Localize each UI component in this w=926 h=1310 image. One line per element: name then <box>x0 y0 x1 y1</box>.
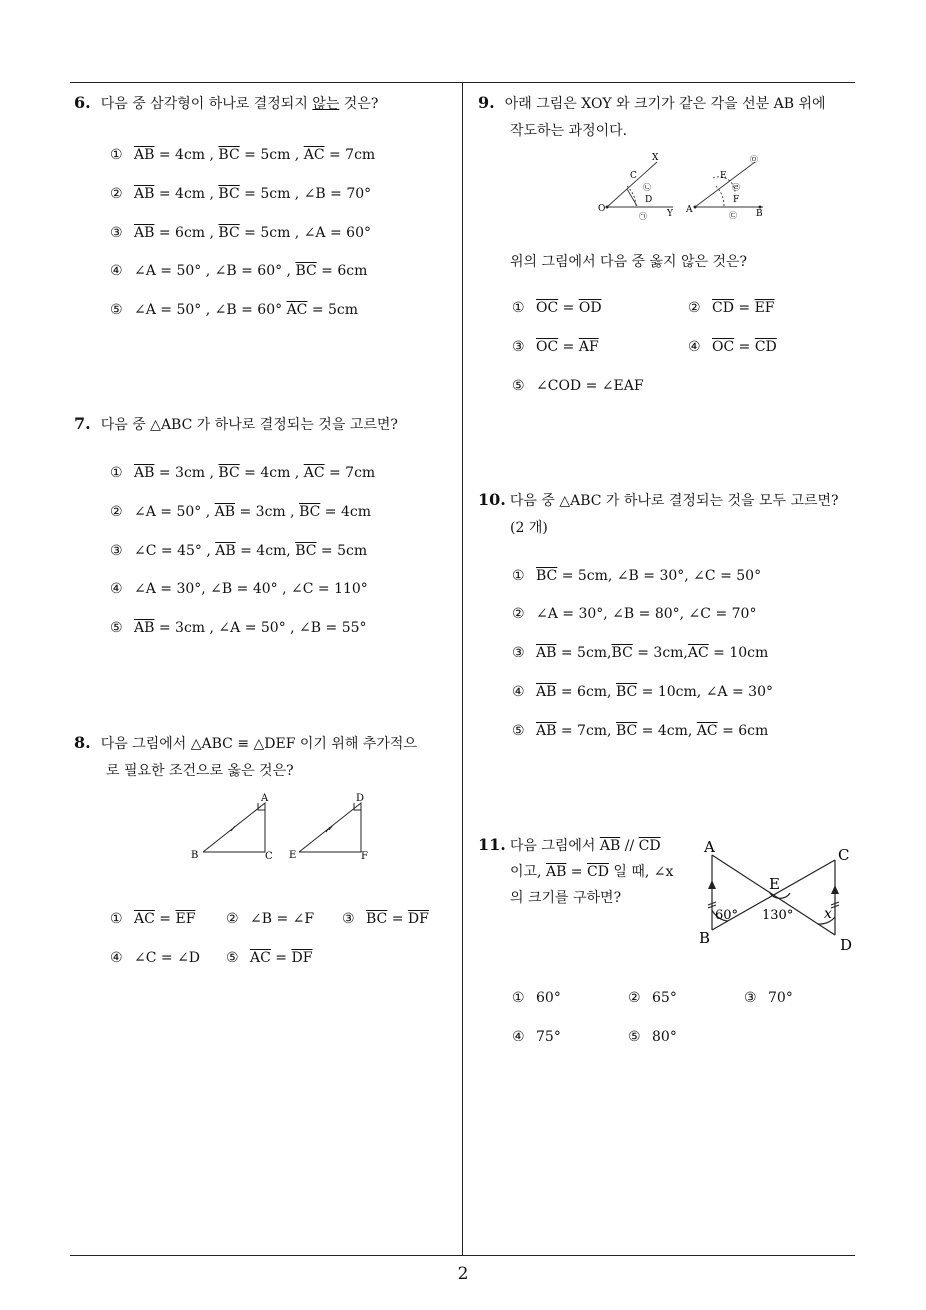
math-text: 80° <box>652 1029 677 1045</box>
q9-number: 9. <box>478 93 495 112</box>
q8-triangles-figure <box>185 790 385 865</box>
segment-label: $\overline{AB}$ <box>214 504 236 520</box>
math-text: = 6cm <box>316 263 368 279</box>
q6-option-1[interactable] <box>110 147 375 163</box>
segment-label: $\overline{AB}$ <box>134 147 155 163</box>
label-b: B <box>699 929 711 947</box>
math-text: ∠C = ∠D <box>134 950 201 966</box>
q6-option-5[interactable] <box>110 302 358 318</box>
math-text: = 5cm, <box>556 645 612 661</box>
q11-stem-line2 <box>510 861 673 881</box>
q7-number: 7. <box>74 414 91 433</box>
math-text: ∠A = 30°, ∠B = 40° , ∠C = 110° <box>134 581 368 597</box>
q10-option-4[interactable] <box>512 684 773 700</box>
q11-stem-line3: 의 크기를 구하면? <box>510 890 622 906</box>
q6-stem: 6. 다음 중 삼각형이 하나로 결정되지 않는 것은? <box>74 93 379 112</box>
segment-label: $\overline{AB}$ <box>134 465 155 481</box>
label-e: E <box>769 875 780 893</box>
q7-option-1[interactable] <box>110 465 375 481</box>
math-text: = <box>566 864 587 880</box>
q9-stem-line2: 작도하는 과정이다. <box>510 123 628 139</box>
math-text: = 7cm <box>324 465 376 481</box>
option-marker: ① <box>110 911 123 927</box>
math-text: ∠A = 30°, ∠B = 80°, ∠C = 70° <box>536 606 757 622</box>
label-a: A <box>686 205 693 215</box>
q7-stem: 7. 다음 중 △ABC 가 하나로 결정되는 것을 고르면? <box>74 414 398 433</box>
math-text: = 5cm , ∠A = 60° <box>239 225 371 241</box>
bowtie-lines <box>712 855 835 935</box>
math-text: = 6cm, <box>556 684 616 700</box>
math-text: = <box>558 339 579 355</box>
math-text: ∠A = 50° , ∠B = 60° <box>134 302 287 318</box>
angle-x-label: x <box>824 906 832 922</box>
segment-label: $\overline{BC}$ <box>611 645 633 661</box>
q11-number: 11. <box>478 835 506 854</box>
option-marker: ③ <box>110 225 123 241</box>
math-text: = <box>558 300 579 316</box>
q11-bowtie-figure <box>695 835 865 957</box>
segment-label: $\overline{CD}$ <box>712 300 734 316</box>
q11-option-4[interactable] <box>512 1029 561 1045</box>
math-text: = 7cm, <box>556 723 616 739</box>
segment-label: $\overline{AB}$ <box>599 838 621 854</box>
q11-option-3[interactable] <box>744 990 793 1006</box>
math-text: = 6cm <box>717 723 769 739</box>
segment-label: $\overline{DF}$ <box>291 950 313 966</box>
option-marker: ① <box>512 990 525 1006</box>
segment-label: $\overline{AC}$ <box>303 465 325 481</box>
math-text: ∠A = 50° , ∠B = 60° , <box>134 263 296 279</box>
math-text: 일 때, ∠x <box>608 864 674 880</box>
option-marker: ② <box>628 990 641 1006</box>
segment-label: $\overline{AB}$ <box>134 225 155 241</box>
segment-label: $\overline{CD}$ <box>587 864 609 880</box>
option-marker: ① <box>512 568 525 584</box>
math-text: ∠B = ∠F <box>250 911 315 927</box>
math-text: = 3cm, <box>632 645 688 661</box>
option-marker: ① <box>512 300 525 316</box>
math-text: 65° <box>652 990 677 1006</box>
math-text: = <box>387 911 408 927</box>
math-text: = 7cm <box>324 147 376 163</box>
q10-stem-line1: 10. 다음 중 △ABC 가 하나로 결정되는 것을 모두 고르면? <box>478 490 839 509</box>
q9-option-2[interactable] <box>688 300 775 316</box>
math-text: = 3cm , <box>154 465 219 481</box>
q7-option-3[interactable] <box>110 543 367 559</box>
math-text: 60° <box>536 990 561 1006</box>
label-c: C <box>630 171 637 181</box>
math-text: = 3cm , <box>235 504 300 520</box>
step-3-marker: ㉢ <box>729 211 737 220</box>
segment-label: $\overline{AB}$ <box>545 864 567 880</box>
option-marker: ⑤ <box>110 302 123 318</box>
option-marker: ① <box>110 465 123 481</box>
option-marker: ② <box>688 300 701 316</box>
option-marker: ⑤ <box>110 620 123 636</box>
segment-label: $\overline{BC}$ <box>366 911 388 927</box>
option-marker: ④ <box>110 263 123 279</box>
label-y: Y <box>667 209 673 219</box>
triangle-abc <box>203 803 265 852</box>
math-text: // <box>620 838 639 854</box>
q11-stem-line1 <box>478 835 661 855</box>
angle-xoy <box>607 162 673 207</box>
q9-option-5[interactable] <box>512 378 644 394</box>
segment-label: $\overline{BC}$ <box>615 684 638 700</box>
option-marker: ④ <box>512 684 525 700</box>
segment-label: $\overline{AB}$ <box>134 186 155 202</box>
label-f: F <box>733 195 740 205</box>
segment-label: $\overline{BC}$ <box>218 225 240 241</box>
segment-label: $\overline{DF}$ <box>407 911 429 927</box>
q8-option-1[interactable] <box>110 911 195 927</box>
q10-option-2[interactable] <box>512 606 756 622</box>
segment-label: $\overline{BC}$ <box>295 263 317 279</box>
q8-option-3[interactable] <box>342 911 429 927</box>
segment-label: $\overline{AC}$ <box>250 950 271 966</box>
segment-label: $\overline{AC}$ <box>696 723 718 739</box>
math-text: = <box>734 339 755 355</box>
angle-eaf <box>695 162 763 207</box>
bottom-rule <box>70 1255 855 1256</box>
math-text: = 10cm <box>708 645 769 661</box>
q6-number: 6. <box>74 93 91 112</box>
segment-label: $\overline{BC}$ <box>218 465 240 481</box>
q7-option-5[interactable] <box>110 620 367 636</box>
math-text: = 5cm <box>307 302 359 318</box>
segment-label: $\overline{AF}$ <box>578 339 599 355</box>
segment-label: $\overline{EF}$ <box>754 300 775 316</box>
q8-stem-line1: 8. 다음 그림에서 △ABC ≡ △DEF 이기 위해 추가적으 <box>74 733 417 752</box>
segment-label: $\overline{AC}$ <box>286 302 308 318</box>
segment-label: $\overline{AB}$ <box>215 543 236 559</box>
math-text: ∠A = 50° , <box>134 504 215 520</box>
math-text: 다음 그림에서 <box>509 838 600 854</box>
triangle-def <box>299 803 361 852</box>
angle-e-label: 130° <box>762 908 794 923</box>
option-marker: ⑤ <box>512 723 525 739</box>
page-number: 2 <box>457 1264 469 1284</box>
segment-label: $\overline{CD}$ <box>754 339 777 355</box>
segment-label: $\overline{CD}$ <box>638 838 661 854</box>
angle-b-label: 60° <box>715 908 739 923</box>
segment-label: $\overline{BC}$ <box>218 186 240 202</box>
option-marker: ② <box>110 186 123 202</box>
q9-option-1[interactable] <box>512 300 602 316</box>
segment-label: $\overline{AB}$ <box>536 723 557 739</box>
option-marker: ④ <box>512 1029 525 1045</box>
option-marker: ② <box>110 504 123 520</box>
segment-label: $\overline{AC}$ <box>134 911 155 927</box>
label-a: A <box>704 838 715 856</box>
q9-sub-stem: 위의 그림에서 다음 중 옳지 않은 것은? <box>510 254 748 270</box>
option-marker: ④ <box>110 950 123 966</box>
option-marker: ⑤ <box>226 950 239 966</box>
math-text: = <box>270 950 292 966</box>
segment-label: $\overline{BC}$ <box>299 504 321 520</box>
math-text: 70° <box>768 990 793 1006</box>
option-marker: ④ <box>110 581 123 597</box>
label-e: E <box>720 171 727 181</box>
option-marker: ⑤ <box>512 378 525 394</box>
math-text: = 6cm , <box>154 225 219 241</box>
q10-option-5[interactable] <box>512 723 768 739</box>
math-text: = 10cm, ∠A = 30° <box>637 684 773 700</box>
label-b: B <box>191 850 199 861</box>
option-marker: ② <box>512 606 525 622</box>
label-e: E <box>289 850 297 861</box>
q6-option-4[interactable] <box>110 263 367 279</box>
segment-label: $\overline{AC}$ <box>303 147 325 163</box>
q8-option-5[interactable] <box>226 950 312 966</box>
q9-stem-line1: 9. 아래 그림은 XOY 와 크기가 같은 각을 선분 AB 위에 <box>478 93 826 112</box>
option-marker: ⑤ <box>628 1029 641 1045</box>
math-text: = 5cm , ∠B = 70° <box>239 186 372 202</box>
segment-label: $\overline{OD}$ <box>578 300 602 316</box>
math-text: = 5cm, ∠B = 30°, ∠C = 50° <box>557 568 762 584</box>
segment-label: $\overline{OC}$ <box>536 300 559 316</box>
q11-option-5[interactable] <box>628 1029 677 1045</box>
segment-label: $\overline{BC}$ <box>295 543 317 559</box>
label-f: F <box>361 851 368 862</box>
segment-label: $\overline{OC}$ <box>712 339 735 355</box>
q9-option-3[interactable] <box>512 339 599 355</box>
segment-label: $\overline{AB}$ <box>134 620 155 636</box>
label-a: A <box>261 793 269 804</box>
math-text: = 4cm, <box>637 723 697 739</box>
option-marker: ④ <box>688 339 701 355</box>
q9-construction-figure <box>595 150 785 225</box>
q8-option-4[interactable] <box>110 950 200 966</box>
segment-label: $\overline{BC}$ <box>615 723 638 739</box>
math-text: 이고, <box>510 864 546 880</box>
q11-option-1[interactable] <box>512 990 561 1006</box>
segment-label: $\overline{AC}$ <box>687 645 709 661</box>
label-d: D <box>840 936 853 954</box>
math-text: = 4cm <box>320 504 371 520</box>
column-divider <box>462 83 463 1255</box>
q8-stem-line2: 로 필요한 조건으로 옳은 것은? <box>106 763 294 779</box>
q8-number: 8. <box>74 733 91 752</box>
q10-option-3[interactable] <box>512 645 768 661</box>
segment-label: $\overline{EF}$ <box>175 911 196 927</box>
math-text: ∠C = 45° , <box>134 543 216 559</box>
q9-option-4[interactable] <box>688 339 777 355</box>
math-text: = 5cm , <box>239 147 304 163</box>
label-c: C <box>838 846 850 864</box>
math-text: = 4cm , <box>239 465 304 481</box>
step-5-marker: ㉤ <box>750 155 758 164</box>
label-x: X <box>652 153 659 163</box>
q11-option-2[interactable] <box>628 990 677 1006</box>
q7-option-2[interactable] <box>110 504 371 520</box>
q10-stem-line2: (2 개) <box>510 520 548 536</box>
math-text: = <box>733 300 755 316</box>
math-text: = 3cm , ∠A = 50° , ∠B = 55° <box>154 620 367 636</box>
label-b: B <box>756 209 763 219</box>
math-text: = 4cm , <box>154 147 219 163</box>
segment-label: $\overline{AB}$ <box>536 684 557 700</box>
q10-option-1[interactable] <box>512 568 761 584</box>
segment-label: $\overline{OC}$ <box>536 339 559 355</box>
step-4-marker: ㉣ <box>732 183 740 192</box>
option-marker: ③ <box>512 339 525 355</box>
segment-label: $\overline{BC}$ <box>218 147 240 163</box>
math-text: = 4cm , <box>154 186 219 202</box>
math-text: 75° <box>536 1029 561 1045</box>
q6-underlined-word: 않는 <box>312 96 340 112</box>
q10-number: 10. <box>478 490 506 509</box>
q6-option-2[interactable] <box>110 186 371 202</box>
q6-option-3[interactable] <box>110 225 371 241</box>
math-text: = 5cm <box>316 543 368 559</box>
q8-option-2[interactable] <box>226 911 314 927</box>
segment-label: $\overline{BC}$ <box>536 568 558 584</box>
label-d: D <box>645 195 653 205</box>
option-marker: ③ <box>512 645 525 661</box>
step-2-marker: ㉡ <box>643 183 651 192</box>
math-text: = 4cm, <box>235 543 296 559</box>
option-marker: ② <box>226 911 239 927</box>
option-marker: ③ <box>342 911 355 927</box>
option-marker: ③ <box>744 990 757 1006</box>
math-text: = <box>154 911 176 927</box>
step-1-marker: ㉠ <box>639 212 647 221</box>
label-c: C <box>265 851 273 862</box>
option-marker: ① <box>110 147 123 163</box>
segment-label: $\overline{AB}$ <box>536 645 557 661</box>
label-d: D <box>356 793 365 804</box>
label-o: O <box>598 204 606 214</box>
math-text: ∠COD = ∠EAF <box>536 378 644 394</box>
option-marker: ③ <box>110 543 123 559</box>
q7-option-4[interactable] <box>110 581 368 597</box>
